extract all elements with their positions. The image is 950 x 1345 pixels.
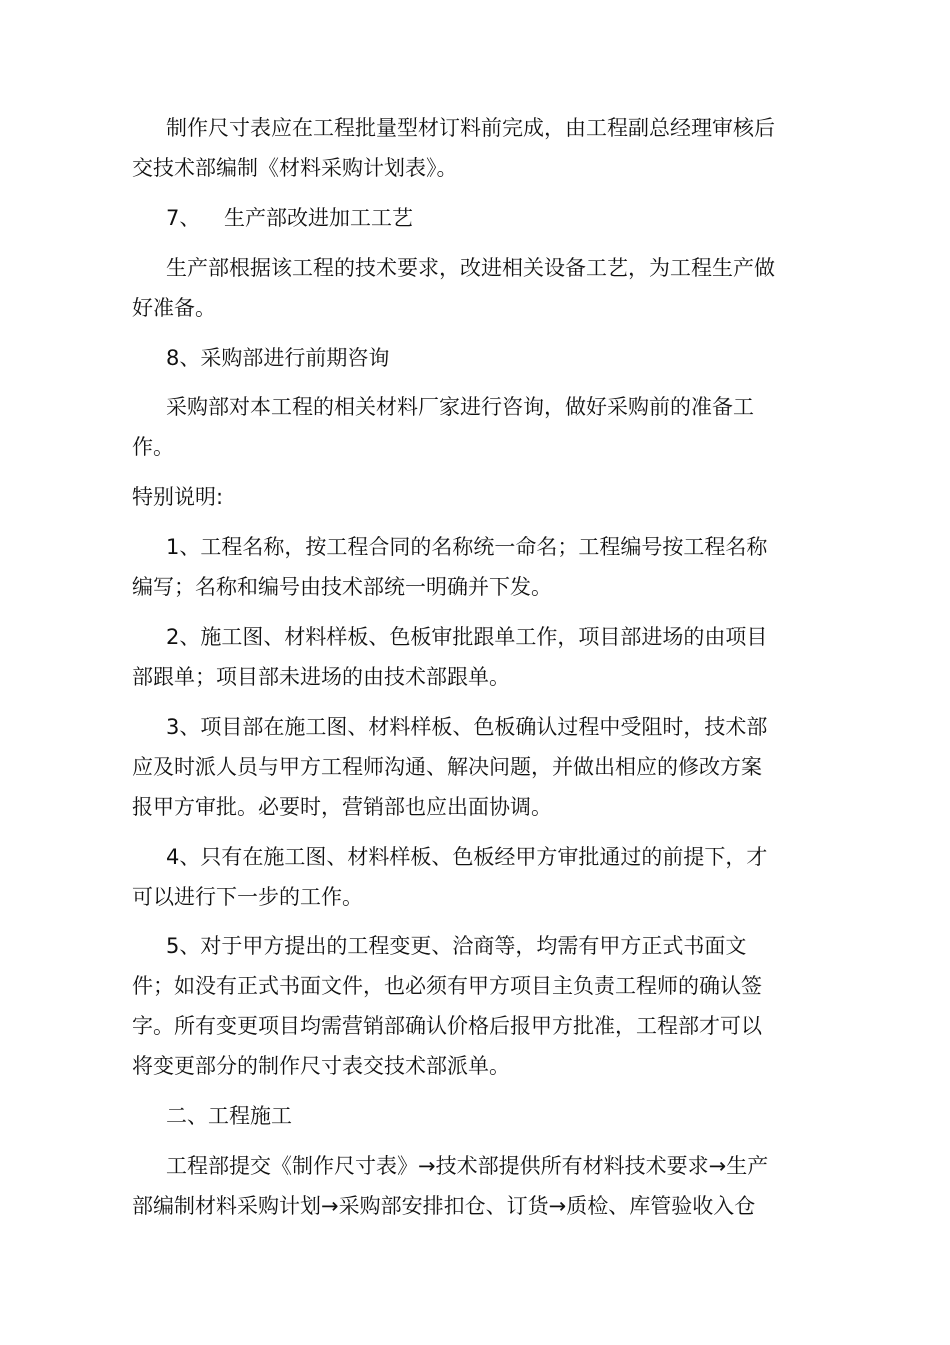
note-5: [132, 926, 772, 1086]
note-1: [132, 527, 772, 607]
paragraph-construction-flow: [132, 1146, 772, 1226]
paragraph-production: [132, 248, 775, 328]
text-line: 应及时派人员与甲方工程师沟通、解决问题，并做出相应的修改方案: [132, 755, 762, 779]
text-line: 报甲方审批。必要时，营销部也应出面协调。: [132, 795, 552, 819]
heading-text: 生产部改进加工工艺: [224, 206, 413, 230]
note-4: [132, 837, 772, 917]
text-line: 5、对于甲方提出的工程变更、洽商等，均需有甲方正式书面文: [166, 934, 747, 958]
note-2: [132, 617, 772, 697]
text-line: 工程部提交《制作尺寸表》→技术部提供所有材料技术要求→生产: [166, 1154, 769, 1178]
text-line: 将变更部分的制作尺寸表交技术部派单。: [132, 1054, 510, 1078]
text-line: 4、只有在施工图、材料样板、色板经甲方审批通过的前提下，才: [166, 845, 768, 869]
heading-purchasing-consult: [132, 338, 772, 378]
heading-construction: [132, 1096, 772, 1136]
text-line: 好准备。: [132, 296, 216, 320]
text-line: 编写；名称和编号由技术部统一明确并下发。: [132, 575, 552, 599]
text-line: 2、施工图、材料样板、色板审批跟单工作，项目部进场的由项目: [166, 625, 768, 649]
text-line: 部跟单；项目部未进场的由技术部跟单。: [132, 665, 510, 689]
text-line: 部编制材料采购计划→采购部安排扣仓、订货→质检、库管验收入仓: [132, 1194, 756, 1218]
text-line: 1、工程名称，按工程合同的名称统一命名；工程编号按工程名称: [166, 535, 768, 559]
text-line: 特别说明:: [132, 485, 224, 509]
text-line: 8、采购部进行前期咨询: [166, 346, 390, 370]
text-line: 二、工程施工: [166, 1104, 292, 1128]
text-line: [132, 198, 772, 238]
text-line: 字。所有变更项目均需营销部确认价格后报甲方批准，工程部才可以: [132, 1014, 762, 1038]
text-line: 生产部根据该工程的技术要求，改进相关设备工艺，为工程生产做: [166, 256, 775, 280]
text-line: 制作尺寸表应在工程批量型材订料前完成，由工程副总经理审核后: [166, 116, 775, 140]
text-line: 3、项目部在施工图、材料样板、色板确认过程中受阻时，技术部: [166, 715, 768, 739]
heading-special-notes: [132, 477, 772, 517]
paragraph-size-table: [132, 108, 775, 188]
text-line: 可以进行下一步的工作。: [132, 885, 363, 909]
paragraph-purchasing: [132, 387, 772, 467]
text-line: 采购部对本工程的相关材料厂家进行咨询，做好采购前的准备工: [166, 395, 754, 419]
heading-production-process: [132, 198, 772, 238]
heading-number: 7、: [166, 206, 201, 230]
note-3: [132, 707, 772, 827]
text-line: 作。: [132, 435, 174, 459]
text-line: 交技术部编制《材料采购计划表》。: [132, 156, 458, 180]
text-line: 件；如没有正式书面文件，也必须有甲方项目主负责工程师的确认签: [132, 974, 762, 998]
